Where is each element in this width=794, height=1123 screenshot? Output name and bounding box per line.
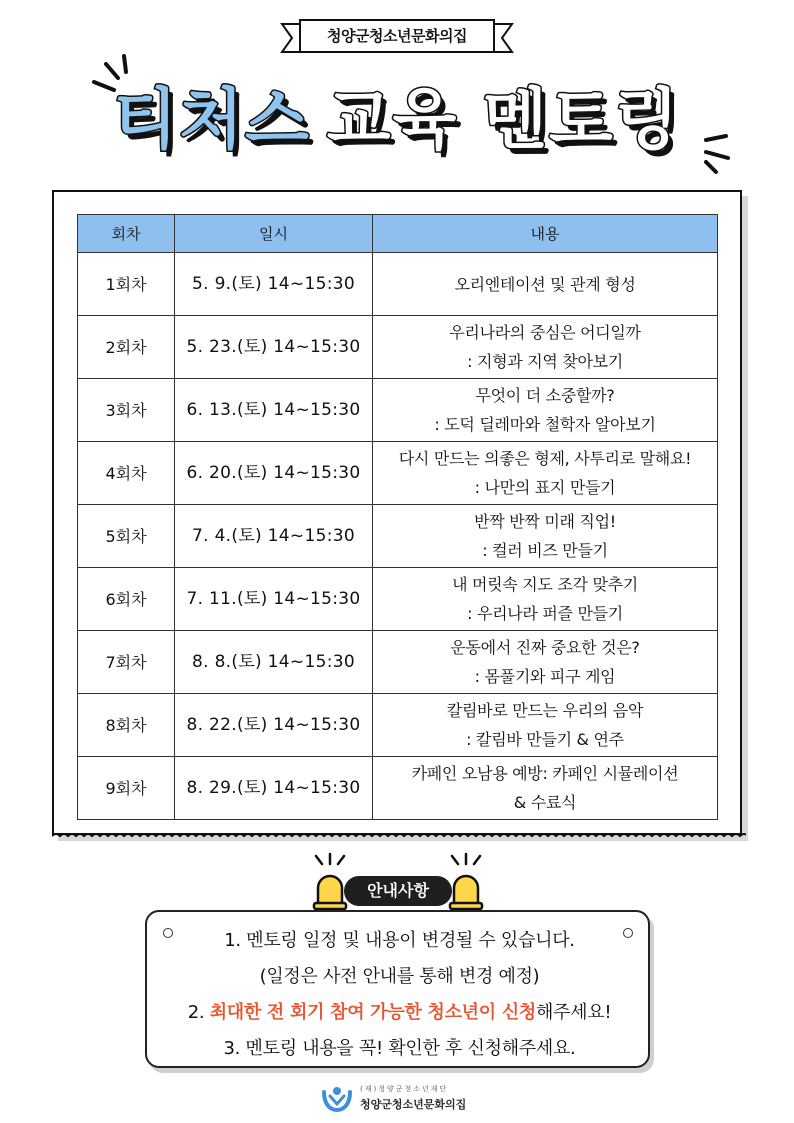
foundation-name: (재)청양군청소년재단 [360,1085,449,1093]
round-cell: 6회차 [78,568,175,631]
card-wavy-edge [52,832,746,840]
content-cell [373,442,718,505]
round-cell: 9회차 [78,757,175,820]
round-cell: 4회차 [78,442,175,505]
footer-org-name: 청양군청소년문화의집 [360,1098,467,1111]
schedule-table [77,214,718,820]
notice-item-1-sub: (일정은 사전 안내를 통해 변경 예정) [259,966,540,987]
content-cell [373,757,718,820]
date-cell: 8. 22.(토) 14~15:30 [175,694,373,757]
notice-item-2-highlight: 최대한 전 회기 참여 가능한 청소년이 신청 [209,1002,536,1023]
content-line: 다시 만드는 의좋은 형제, 사투리로 말해요! [398,449,692,468]
content-subline: : 컬러 비즈 만들기 [482,541,608,560]
content-subline: : 우리나라 퍼즐 만들기 [467,604,623,623]
content-cell [373,568,718,631]
table-row [78,568,718,631]
foundation-logo-icon [320,1082,354,1114]
date-cell: 6. 20.(토) 14~15:30 [175,442,373,505]
content-cell [373,379,718,442]
column-header-content: 내용 [373,215,718,253]
table-row [78,631,718,694]
column-header-round: 회차 [78,215,175,253]
content-subline: : 칼림바 만들기 & 연주 [466,730,624,749]
notice-box [145,910,650,1068]
alarm-light-right-icon [446,870,486,910]
content-line: 운동에서 진짜 중요한 것은? [450,638,640,657]
table-header-row [78,215,718,253]
date-cell: 5. 9.(토) 14~15:30 [175,253,373,316]
notice-item-3: 3. 멘토링 내용을 꼭! 확인한 후 신청해주세요. [223,1038,576,1059]
content-line: 카페인 오남용 예방: 카페인 시뮬레이션 [411,764,679,783]
table-row [78,316,718,379]
content-subline: : 도덕 딜레마와 철학자 알아보기 [434,415,656,434]
content-cell [373,631,718,694]
table-row [78,442,718,505]
footer [320,1082,490,1116]
content-line: 반짝 반짝 미래 직업! [474,512,616,531]
date-cell: 7. 11.(토) 14~15:30 [175,568,373,631]
content-line: 오리엔테이션 및 관계 형성 [454,274,636,294]
date-cell: 6. 13.(토) 14~15:30 [175,379,373,442]
table-row [78,694,718,757]
date-cell: 5. 23.(토) 14~15:30 [175,316,373,379]
content-cell [373,694,718,757]
round-cell: 7회차 [78,631,175,694]
content-subline: : 나만의 표지 만들기 [474,478,616,497]
header-ribbon [280,18,514,58]
alarm-rays-left-icon [312,852,348,868]
table-row [78,253,718,316]
date-cell: 8. 8.(토) 14~15:30 [175,631,373,694]
column-header-date: 일시 [175,215,373,253]
content-subline: & 수료식 [513,793,577,812]
page-title [0,70,794,170]
notice-item-2 [147,998,652,1024]
title-highlight: 티처스 [113,81,311,158]
round-cell: 3회차 [78,379,175,442]
notice-title: 안내사항 [344,876,452,906]
notice-heading [308,852,488,912]
title-main: 교육 멘토링 [326,81,681,158]
organization-name: 청양군청소년문화의집 [327,27,467,45]
notice-item-2-prefix: 2. [187,1002,210,1023]
notice-item-1: 1. 멘토링 일정 및 내용이 변경될 수 있습니다. [224,930,575,951]
notice-item-2-suffix: 해주세요! [536,1002,612,1023]
content-line: 우리나라의 중심은 어디일까 [449,323,641,342]
table-row [78,505,718,568]
content-line: 무엇이 더 소중할까? [475,386,615,405]
round-cell: 8회차 [78,694,175,757]
content-line: 내 머릿속 지도 조각 맞추기 [452,575,638,594]
table-row [78,757,718,820]
table-row [78,379,718,442]
round-cell: 2회차 [78,316,175,379]
round-cell: 5회차 [78,505,175,568]
round-cell: 1회차 [78,253,175,316]
content-line: 칼림바로 만드는 우리의 음악 [446,701,644,720]
alarm-rays-right-icon [448,852,484,868]
content-cell [373,316,718,379]
date-cell: 7. 4.(토) 14~15:30 [175,505,373,568]
content-subline: : 지형과 지역 찾아보기 [467,352,623,371]
content-cell [373,505,718,568]
content-subline: : 몸풀기와 피구 게임 [474,667,616,686]
content-cell [373,253,718,316]
date-cell: 8. 29.(토) 14~15:30 [175,757,373,820]
